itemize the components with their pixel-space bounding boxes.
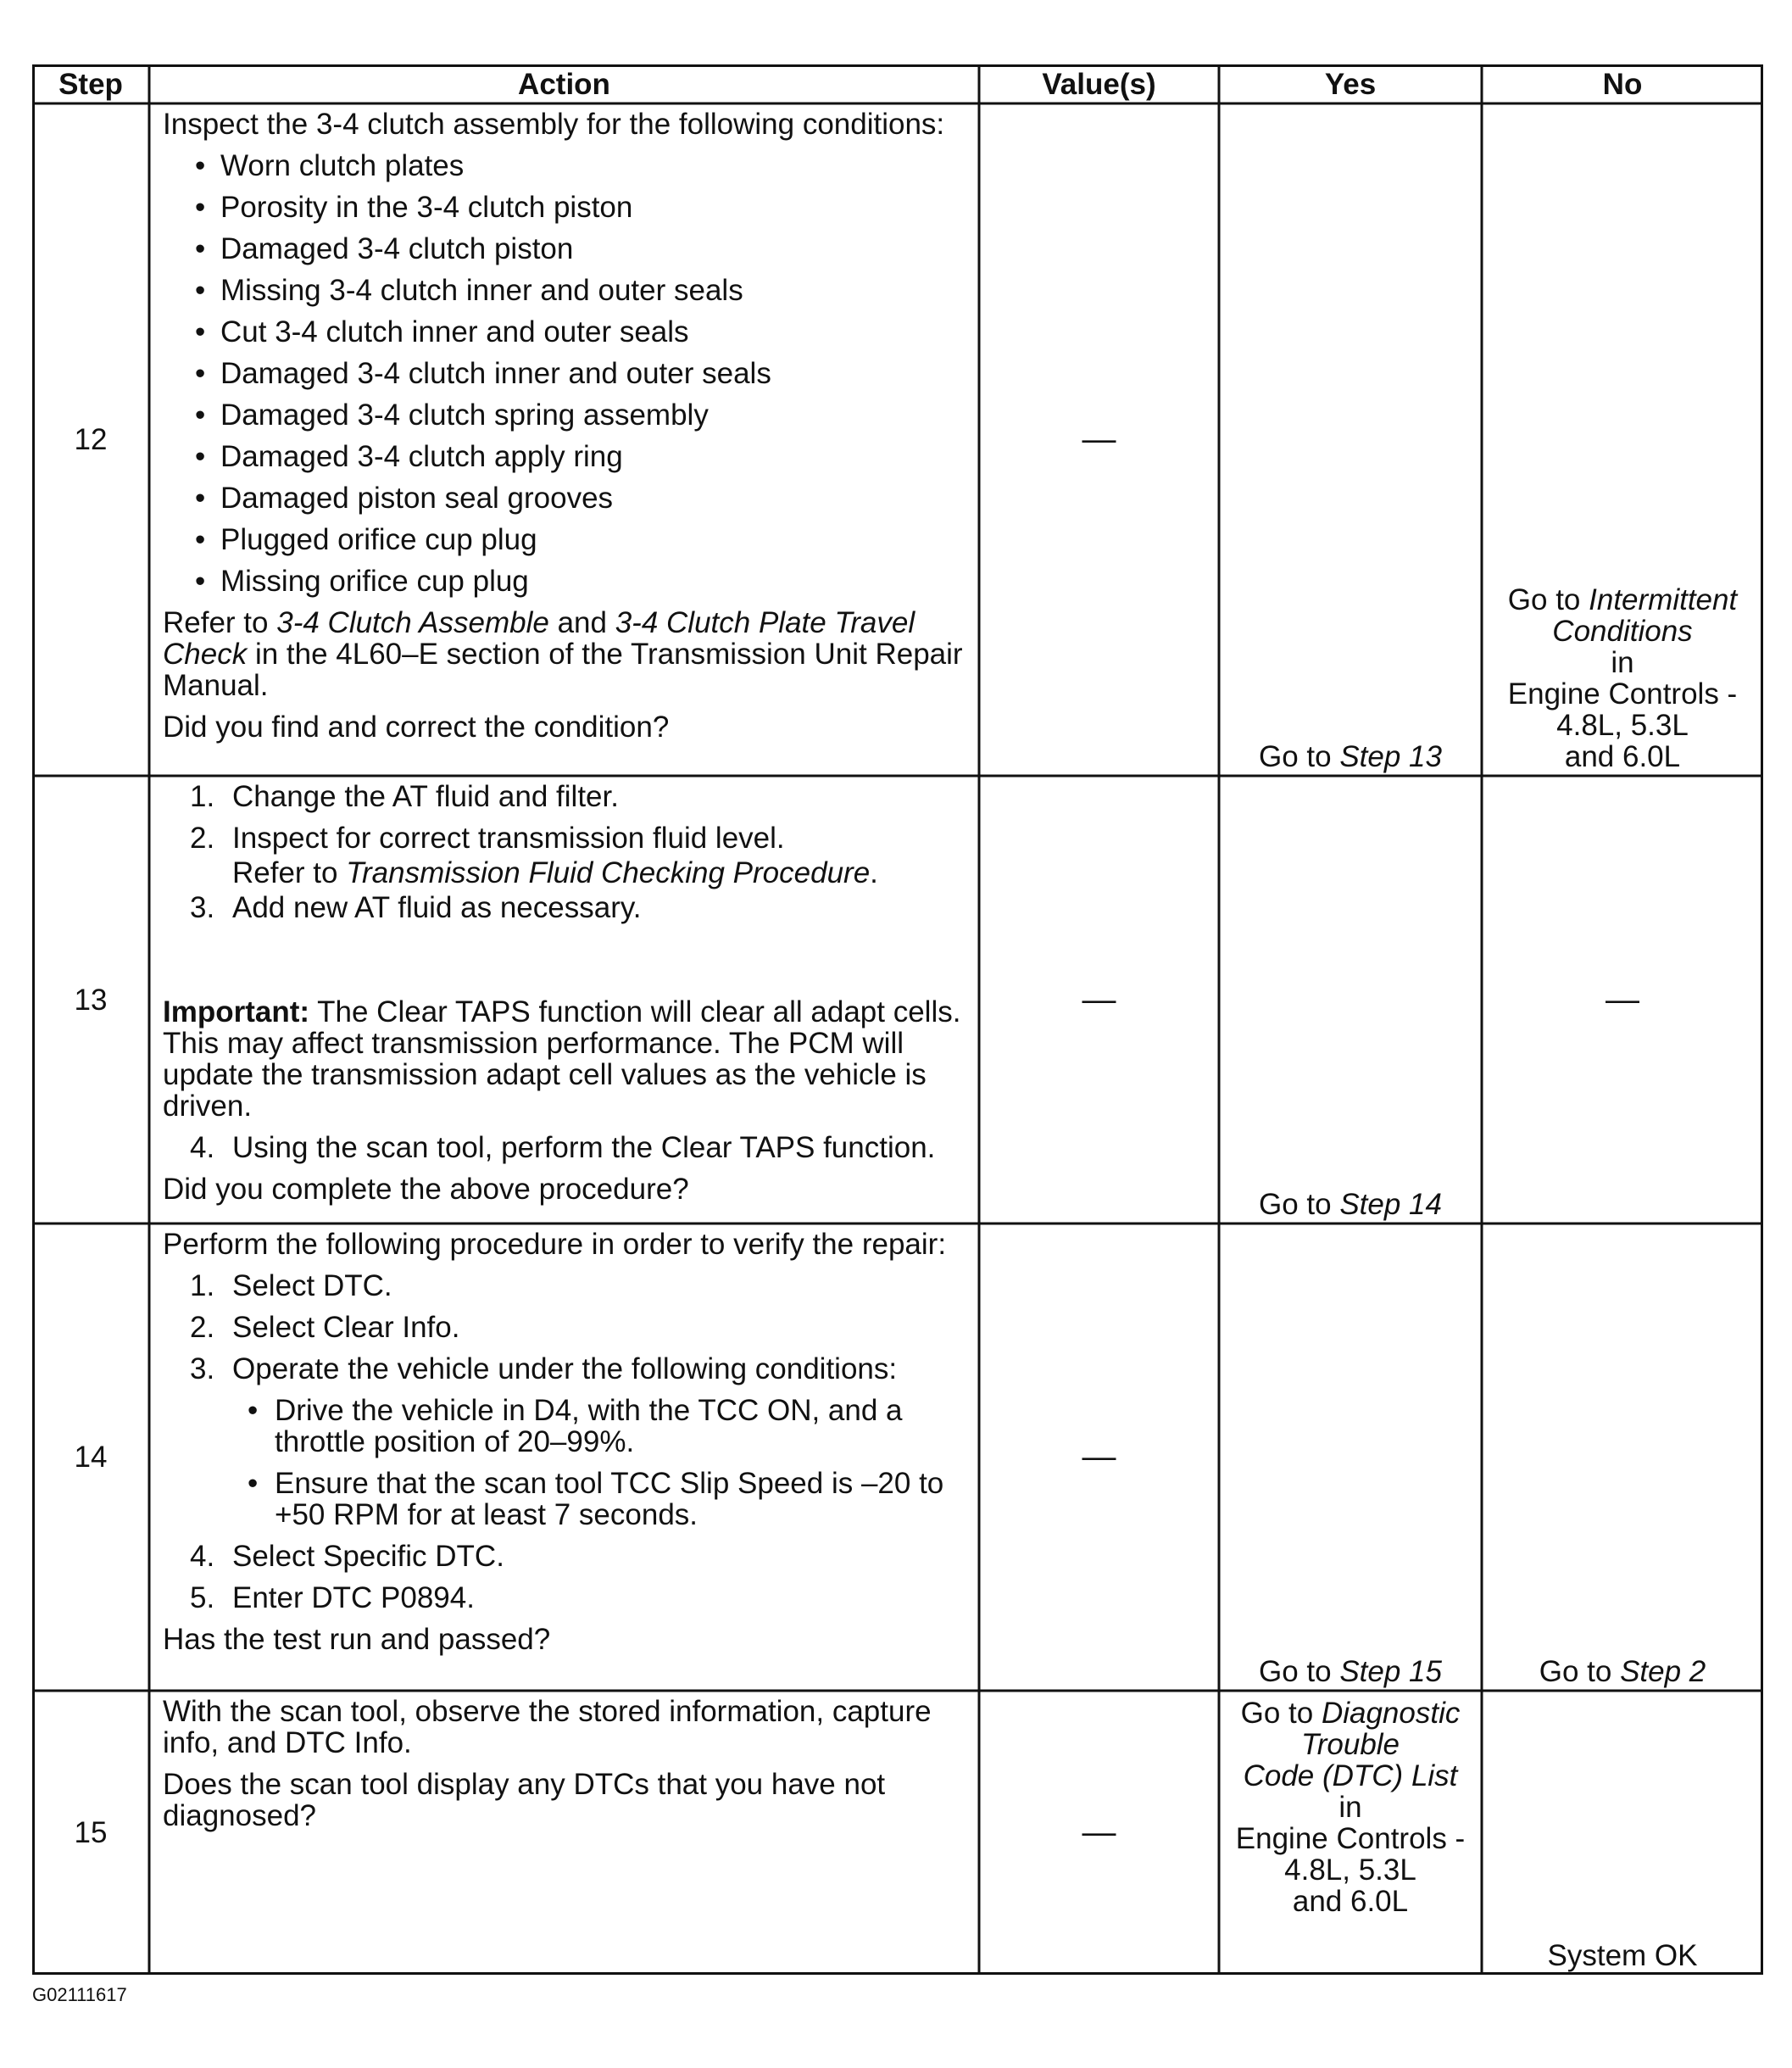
list-number: 5. [190, 1581, 215, 1614]
no-cell-step-15 [1482, 1691, 1763, 1975]
procedure-list [163, 1270, 967, 1385]
yes-goto[interactable]: Go to Step 14 [1259, 1188, 1442, 1221]
important-note: Important: The Clear TAPS function will clear all adapt cells. This may affect transmission performance. The PCM will update the transmission adapt cell values as the vehicle is driven. [163, 995, 961, 1123]
header-action: Action [518, 67, 610, 101]
list-item [163, 781, 967, 812]
value-cell: — [1082, 1814, 1116, 1851]
refer-text: Refer to Transmission Fluid Checking Procedure. [232, 856, 878, 889]
action-intro: Perform the following procedure in order to verify the repair: [163, 1228, 947, 1261]
system-ok-text: System OK [1547, 1939, 1698, 1972]
bullet-item: • Damaged 3-4 clutch inner and outer seals [163, 358, 967, 389]
yes-goto-dtc-list[interactable]: Go to Diagnostic Trouble Code (DTC) List in Engine Controls - 4.8L, 5.3L and 6.0L [1235, 1697, 1466, 1918]
sub-bullet-item: • Drive the vehicle in D4, with the TCC ON, and a throttle position of 20–99%. [163, 1395, 967, 1458]
action-question: Has the test run and passed? [163, 1623, 551, 1656]
list-item: 3. Add new AT fluid as necessary. [190, 891, 642, 924]
list-item [163, 1582, 967, 1614]
list-number: 3. [190, 1352, 215, 1385]
bullet-item: • Missing 3-4 clutch inner and outer seals [163, 275, 967, 306]
value-cell: — [1082, 980, 1116, 1018]
sub-bullet-item: • Ensure that the scan tool TCC Slip Speed is –20 to +50 RPM for at least 7 seconds. [163, 1468, 967, 1530]
list-number: 4. [190, 1540, 215, 1573]
action-cell-step-14 [149, 1224, 979, 1691]
bullet-item: • Damaged piston seal grooves [163, 482, 967, 514]
bullet-item: • Worn clutch plates [163, 150, 967, 181]
list-item [163, 1270, 967, 1302]
list-item [163, 1541, 967, 1572]
condition-sublist [163, 1395, 967, 1530]
link-3-4-clutch-plate-travel-check[interactable]: 3-4 Clutch Plate Travel Check [163, 606, 915, 671]
list-number: 2. [190, 822, 215, 855]
bullet-item: • Damaged 3-4 clutch piston [163, 233, 967, 265]
yes-cell-step-15 [1219, 1691, 1482, 1975]
header-step: Step [58, 67, 123, 101]
yes-cell-step-14 [1219, 1224, 1482, 1691]
figure-code: G02111617 [32, 1984, 127, 2005]
no-goto-intermittent[interactable]: Go to Intermittent Conditions in Engine Controls - 4.8L, 5.3L and 6.0L [1507, 583, 1738, 773]
list-text: Select DTC. [232, 1269, 392, 1302]
action-question: Did you complete the above procedure? [163, 1173, 689, 1206]
list-item [163, 1312, 967, 1343]
list-text: Inspect for correct transmission fluid level. [232, 822, 785, 855]
link-3-4-clutch-assemble[interactable]: 3-4 Clutch Assemble [276, 606, 549, 639]
step-number: 15 [74, 1816, 108, 1849]
action-intro: Inspect the 3-4 clutch assembly for the following conditions: [163, 108, 945, 141]
list-item [163, 822, 967, 854]
action-question: Does the scan tool display any DTCs that you have not diagnosed? [163, 1768, 886, 1832]
yes-cell-step-13 [1219, 776, 1482, 1224]
no-cell: — [1606, 980, 1639, 1018]
bullet-item: • Plugged orifice cup plug [163, 524, 967, 555]
yes-cell-step-12 [1219, 103, 1482, 776]
procedure-list [163, 781, 967, 854]
step-number: 13 [74, 983, 108, 1017]
action-cell-step-13 [149, 776, 979, 1224]
value-cell: — [1082, 421, 1116, 458]
no-cell-step-14 [1482, 1224, 1763, 1691]
no-goto[interactable]: Go to Step 2 [1539, 1655, 1706, 1688]
step-number: 12 [74, 423, 108, 456]
bullet-item: • Damaged 3-4 clutch apply ring [163, 441, 967, 472]
list-item [163, 1353, 967, 1385]
bullet-item: • Missing orifice cup plug [163, 566, 967, 597]
action-cell-step-15 [149, 1691, 979, 1975]
list-text: Change the AT fluid and filter. [232, 780, 619, 813]
yes-goto[interactable]: Go to Step 13 [1259, 740, 1442, 773]
list-text: Select Specific DTC. [232, 1540, 504, 1573]
no-cell-step-12 [1482, 103, 1763, 776]
header-yes: Yes [1324, 67, 1377, 101]
link-intermittent-conditions[interactable]: Intermittent Conditions [1552, 583, 1738, 648]
list-number: 1. [190, 1269, 215, 1302]
header-values: Value(s) [1042, 67, 1156, 101]
action-cell-step-12 [149, 103, 979, 776]
list-text: Operate the vehicle under the following conditions: [232, 1352, 898, 1385]
procedure-list-continued [163, 1541, 967, 1614]
list-text: Select Clear Info. [232, 1311, 460, 1344]
bullet-item: • Damaged 3-4 clutch spring assembly [163, 399, 967, 431]
action-text: With the scan tool, observe the stored information, capture info, and DTC Info. [163, 1695, 932, 1759]
header-no: No [1602, 67, 1643, 101]
yes-goto[interactable]: Go to Step 15 [1259, 1655, 1442, 1688]
action-question: Did you find and correct the condition? [163, 711, 670, 744]
link-transmission-fluid-checking[interactable]: Transmission Fluid Checking Procedure [346, 856, 871, 889]
condition-list [163, 150, 967, 597]
list-item: 4. Using the scan tool, perform the Clear TAPS function. [190, 1131, 936, 1164]
step-number: 14 [74, 1441, 108, 1474]
refer-text: Refer to 3-4 Clutch Assemble and 3-4 Clutch Plate Travel Check in the 4L60–E section of the Transmission Unit Repair Manual. [163, 606, 963, 702]
list-number: 2. [190, 1311, 215, 1344]
list-text: Enter DTC P0894. [232, 1581, 475, 1614]
bullet-item: • Porosity in the 3-4 clutch piston [163, 192, 967, 223]
list-number: 1. [190, 780, 215, 813]
bullet-item: • Cut 3-4 clutch inner and outer seals [163, 316, 967, 348]
value-cell: — [1082, 1438, 1116, 1475]
diagnostic-table [32, 64, 1763, 1975]
